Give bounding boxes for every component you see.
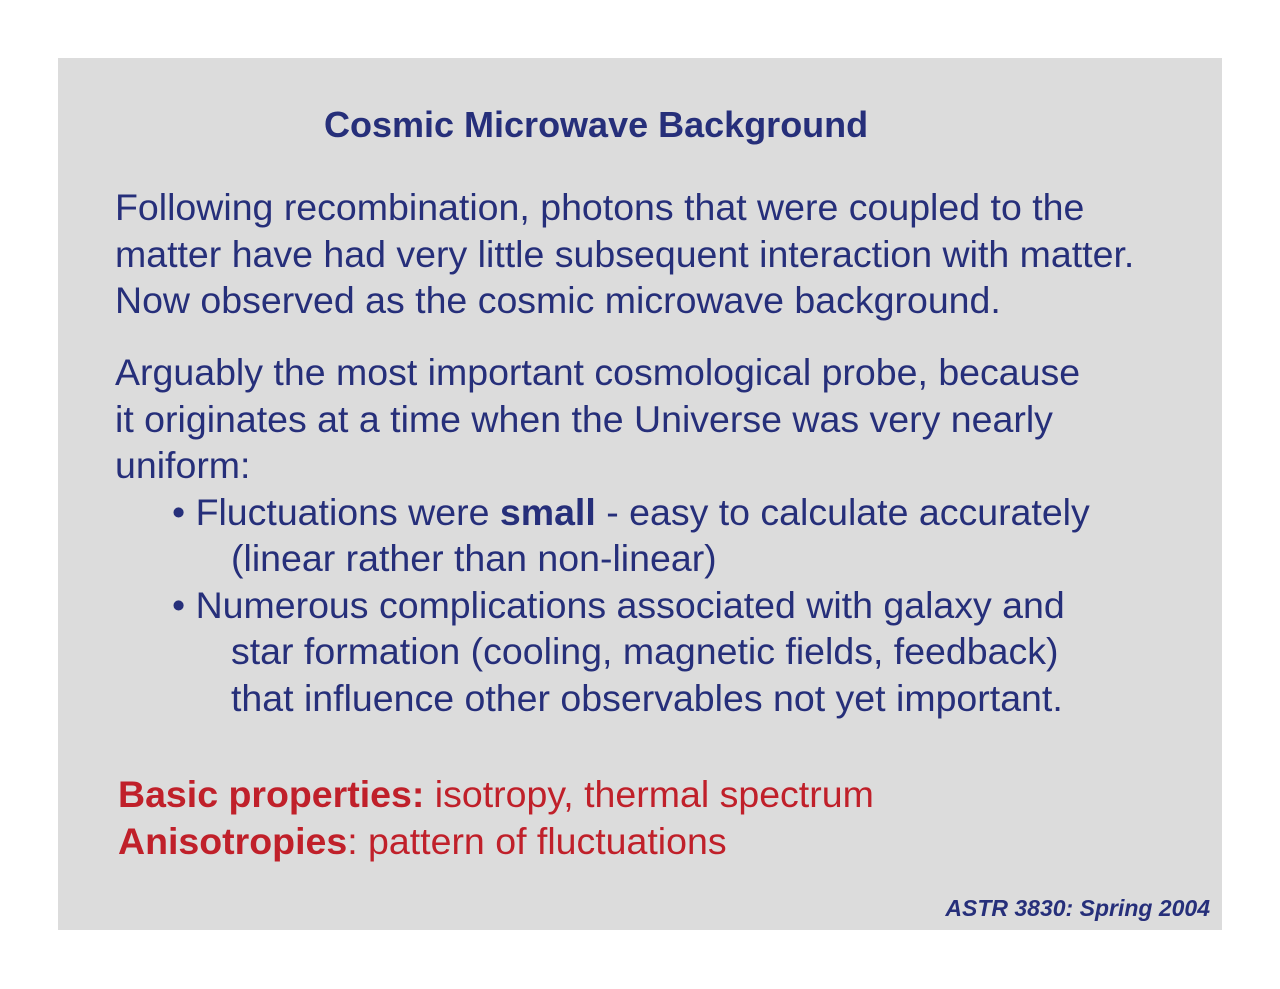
bullet-text-post: - easy to calculate accurately [595, 490, 1090, 533]
paragraph-line: Following recombination, photons that were coupled to the [115, 186, 1085, 228]
paragraph-probe [115, 349, 1090, 721]
paragraph-line: Arguably the most important cosmological probe, because [115, 351, 1081, 393]
bullet-text-pre: Fluctuations were [195, 490, 500, 533]
paragraph-recombination [115, 184, 1134, 324]
property-line [118, 771, 874, 818]
property-text: isotropy, thermal spectrum [424, 773, 874, 815]
bullet-text-bold: small [499, 490, 596, 533]
paragraph-line: it originates at a time when the Universe was very nearly [115, 397, 1053, 440]
bullet-item [115, 489, 1090, 536]
bullet-text: Numerous complications associated with galaxy and [195, 583, 1065, 626]
property-line [118, 818, 874, 865]
bullet-continuation: star formation (cooling, magnetic fields, feedback) [231, 630, 1059, 672]
course-footer: ASTR 3830: Spring 2004 [945, 895, 1210, 921]
property-label: Anisotropies [118, 819, 348, 862]
paragraph-line: matter have had very little subsequent interaction with matter. [115, 232, 1135, 275]
paragraph-line: Now observed as the cosmic microwave background. [115, 279, 1001, 321]
slide-title: Cosmic Microwave Background [324, 104, 869, 145]
bullet-continuation: (linear rather than non-linear) [231, 537, 717, 579]
bullet-item [115, 582, 1090, 629]
property-label: Basic properties: [118, 773, 425, 815]
paragraph-line: uniform: [115, 444, 251, 486]
bullet-marker: • [172, 583, 186, 626]
bullet-continuation: that influence other observables not yet important. [231, 676, 1063, 719]
slide [58, 58, 1222, 930]
properties-block [118, 771, 874, 864]
bullet-marker: • [172, 490, 186, 533]
property-text: : pattern of fluctuations [347, 819, 727, 862]
